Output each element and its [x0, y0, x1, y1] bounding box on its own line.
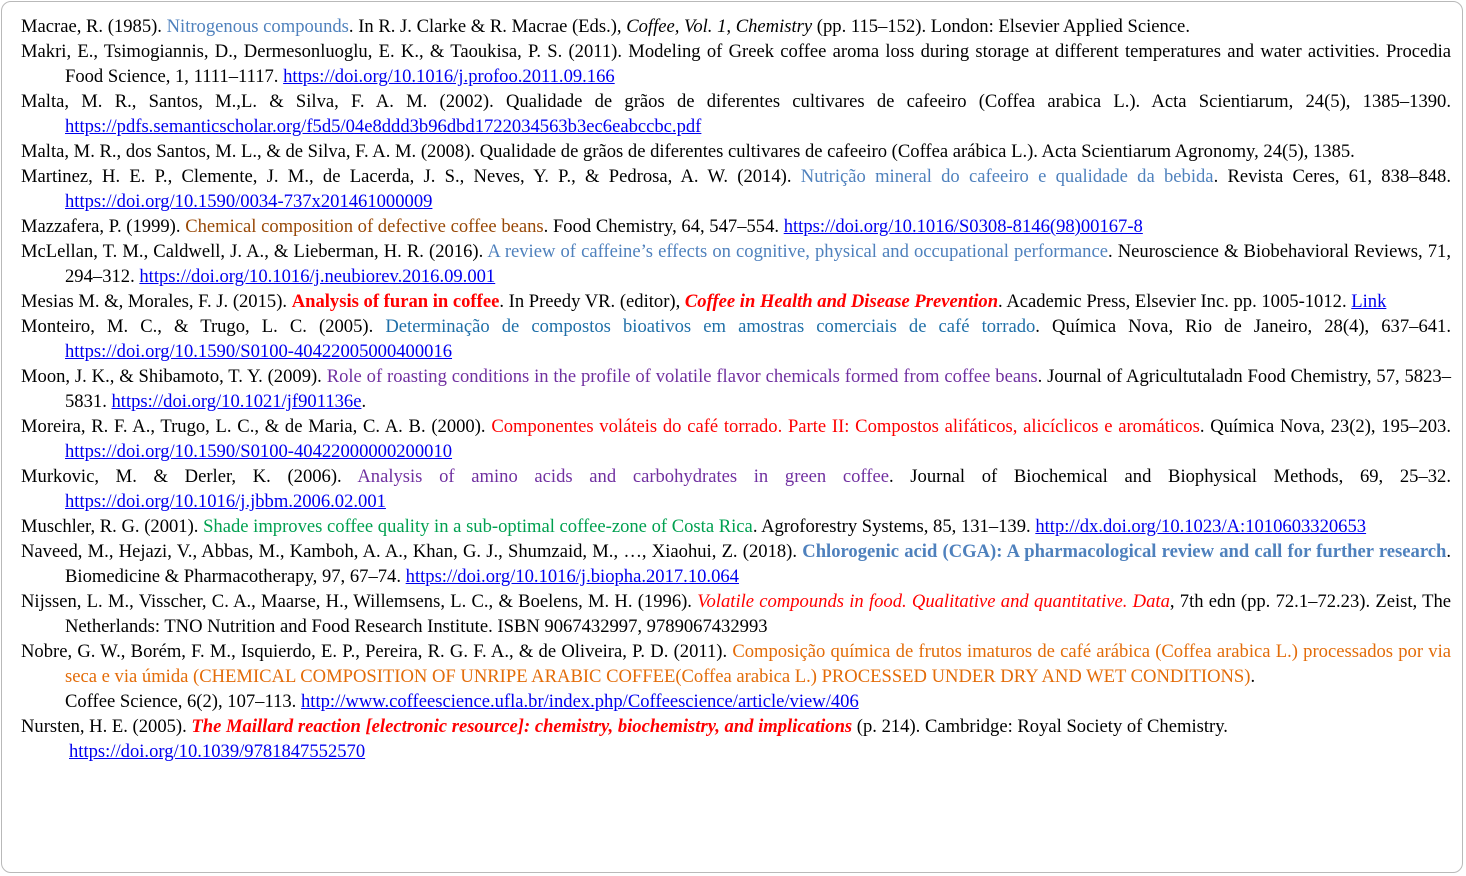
ref-authors: Nobre, G. W., Borém, F. M., Isquierdo, E. P., Pereira, R. G. F. A., & de Oliveira, P. D. (2011). [21, 641, 733, 662]
reference-item [21, 414, 1451, 464]
ref-text: , 7th edn (pp. 72.1–72.23). Zeist, The Netherlands: TNO Nutrition and Food Research Institute. ISBN 9067432997, 9789067432993 [65, 591, 1451, 637]
reference-item [21, 514, 1451, 539]
ref-title: Determinação de compostos bioativos em amostras comerciais de café torrado [385, 316, 1036, 337]
ref-title: The Maillard reaction [electronic resource]: chemistry, biochemistry, and implications [191, 716, 853, 737]
ref-text: Makri, E., Tsimogiannis, D., Dermesonluoglu, E. K., & Taoukisa, P. S. (2011). Modeling of Greek coffee aroma loss during storage at different temperatures and water activities. Procedia Food Science, 1, 1111–1117. [21, 41, 1451, 87]
reference-item [21, 139, 1451, 164]
ref-doi-link[interactable]: https://doi.org/10.1590/S0100-40422005000400016 [65, 341, 453, 362]
reference-item [21, 539, 1451, 589]
reference-item [21, 164, 1451, 214]
ref-authors: McLellan, T. M., Caldwell, J. A., & Lieberman, H. R. (2016). [21, 241, 488, 262]
ref-pdf-link[interactable]: https://pdfs.semanticscholar.org/f5d5/04e8ddd3b96dbd1722034563b3ec6eabccbc.pdf [65, 116, 702, 137]
ref-text: Malta, M. R., dos Santos, M. L., & de Silva, F. A. M. (2008). Qualidade de grãos de diferentes cultivares de cafeeiro (Coffea arábica L.). Acta Scientiarum Agronomy, 24(5), 1385. [21, 141, 1355, 162]
ref-title: Volatile compounds in food. Qualitative and quantitative. Data [697, 591, 1170, 612]
ref-book-title: Coffee in Health and Disease Prevention [684, 291, 999, 312]
ref-doi-link[interactable]: https://doi.org/10.1016/j.jbbm.2006.02.001 [65, 491, 386, 512]
ref-authors: Mazzafera, P. (1999). [21, 216, 186, 237]
ref-title: A review of caffeine’s effects on cognitive, physical and occupational performance [487, 241, 1108, 262]
ref-title: Nitrogenous compounds [166, 16, 349, 37]
ref-authors: Nursten, H. E. (2005). [21, 716, 192, 737]
ref-doi-link[interactable]: https://doi.org/10.1016/S0308-8146(98)00167-8 [783, 216, 1143, 237]
ref-article-link[interactable]: http://www.coffeescience.ufla.br/index.php/Coffeescience/article/view/406 [300, 691, 859, 712]
ref-text: (p. 214). Cambridge: Royal Society of Chemistry. [852, 716, 1228, 737]
reference-panel [1, 1, 1463, 873]
ref-title: Shade improves coffee quality in a sub-optimal coffee-zone of Costa Rica [203, 516, 753, 537]
ref-doi-link[interactable]: https://doi.org/10.1039/9781847552570 [69, 741, 366, 762]
ref-doi-link[interactable]: https://doi.org/10.1021/jf901136e [111, 391, 362, 412]
reference-item [21, 289, 1451, 314]
ref-authors: Muschler, R. G. (2001). [21, 516, 204, 537]
ref-authors: Moon, J. K., & Shibamoto, T. Y. (2009). [21, 366, 327, 387]
ref-doi-link[interactable]: https://doi.org/10.1016/j.biopha.2017.10.064 [405, 566, 739, 587]
ref-title: Role of roasting conditions in the profile of volatile flavor chemicals formed from coffee beans [326, 366, 1038, 387]
ref-title: Nutrição mineral do cafeeiro e qualidade da bebida [800, 166, 1214, 187]
ref-text: . [361, 391, 367, 412]
ref-authors: Martinez, H. E. P., Clemente, J. M., de Lacerda, J. S., Neves, Y. P., & Pedrosa, A. W. (2014). [21, 166, 801, 187]
reference-item [21, 364, 1451, 414]
ref-text: . Academic Press, Elsevier Inc. pp. 1005-1012. [998, 291, 1352, 312]
ref-text: . In R. J. Clarke & R. Macrae (Eds.), [348, 16, 627, 37]
ref-authors: Nijssen, L. M., Visscher, C. A., Maarse, H., Willemsens, L. C., & Boelens, M. H. (1996). [21, 591, 698, 612]
ref-text: . Journal of Agricultutaladn Food Chemistry, 57, 5823–5831. [65, 366, 1451, 412]
ref-text: (pp. 115–152). London: Elsevier Applied Science. [812, 16, 1190, 37]
reference-list [21, 14, 1451, 764]
ref-title: Composição química de frutos imaturos de café arábica (Coffea arabica L.) processados por via seca e via úmida (CHEMICAL COMPOSITION OF UNRIPE ARABIC COFFEE(Coffea arabica L.) PROCESSED UNDER DRY AND WET CONDITIONS) [65, 641, 1451, 687]
ref-book-title: Coffee, Vol. 1, Chemistry [626, 16, 813, 37]
ref-text: . In Preedy VR. (editor), [499, 291, 685, 312]
ref-authors: Moreira, R. F. A., Trugo, L. C., & de Maria, C. A. B. (2000). [21, 416, 492, 437]
ref-authors: Monteiro, M. C., & Trugo, L. C. (2005). [21, 316, 386, 337]
reference-item [21, 639, 1451, 689]
ref-text: . Química Nova, 23(2), 195–203. [1199, 416, 1451, 437]
ref-text: . Química Nova, Rio de Janeiro, 28(4), 637–641. [1035, 316, 1451, 337]
ref-title: Chemical composition of defective coffee beans [185, 216, 544, 237]
ref-doi-link[interactable]: https://doi.org/10.1016/j.neubiorev.2016.09.001 [139, 266, 496, 287]
ref-text: . [1250, 666, 1256, 687]
ref-authors: Mesias M. &, Morales, F. J. (2015). [21, 291, 292, 312]
ref-text: . Revista Ceres, 61, 838–848. [1213, 166, 1452, 187]
ref-link[interactable]: Link [1351, 291, 1387, 312]
ref-title: Analysis of furan in coffee [291, 291, 500, 312]
reference-item [21, 714, 1451, 764]
ref-title: Chlorogenic acid (CGA): A pharmacological review and call for further research [802, 541, 1447, 562]
ref-text: . Neuroscience & Biobehavioral Reviews, 71, 294–312. [65, 241, 1451, 287]
ref-text: . Biomedicine & Pharmacotherapy, 97, 67–74. [65, 541, 1451, 587]
reference-item [21, 589, 1451, 639]
ref-doi-link[interactable]: http://dx.doi.org/10.1023/A:1010603320653 [1035, 516, 1367, 537]
reference-item [21, 314, 1451, 364]
ref-doi-link[interactable]: https://doi.org/10.1590/S0100-40422000000200010 [65, 441, 453, 462]
ref-text: Coffee Science, 6(2), 107–113. [65, 691, 301, 712]
ref-doi-link[interactable]: https://doi.org/10.1016/j.profoo.2011.09.166 [283, 66, 615, 87]
reference-item [21, 39, 1451, 89]
ref-text: . Food Chemistry, 64, 547–554. [543, 216, 784, 237]
ref-title: Componentes voláteis do café torrado. Parte II: Compostos alifáticos, alicíclicos e aromáticos [491, 416, 1200, 437]
reference-continuation [21, 689, 1451, 714]
reference-item [21, 14, 1451, 39]
ref-text: . Journal of Biochemical and Biophysical Methods, 69, 25–32. [888, 466, 1452, 487]
ref-authors: Murkovic, M. & Derler, K. (2006). [21, 466, 358, 487]
ref-doi-link[interactable]: https://doi.org/10.1590/0034-737x201461000009 [65, 191, 433, 212]
ref-text: Malta, M. R., Santos, M.,L. & Silva, F. A. M. (2002). Qualidade de grãos de diferentes cultivares de cafeeiro (Coffea arabica L.). Acta Scientiarum, 24(5), 1385–1390. [21, 91, 1451, 112]
reference-item [21, 214, 1451, 239]
ref-text: . Agroforestry Systems, 85, 131–139. [752, 516, 1036, 537]
reference-item [21, 464, 1451, 514]
reference-item [21, 239, 1451, 289]
ref-title: Analysis of amino acids and carbohydrates in green coffee [357, 466, 889, 487]
reference-item [21, 89, 1451, 139]
ref-authors: Naveed, M., Hejazi, V., Abbas, M., Kamboh, A. A., Khan, G. J., Shumzaid, M., …, Xiaohui, Z. (2018). [21, 541, 803, 562]
ref-authors: Macrae, R. (1985). [21, 16, 167, 37]
